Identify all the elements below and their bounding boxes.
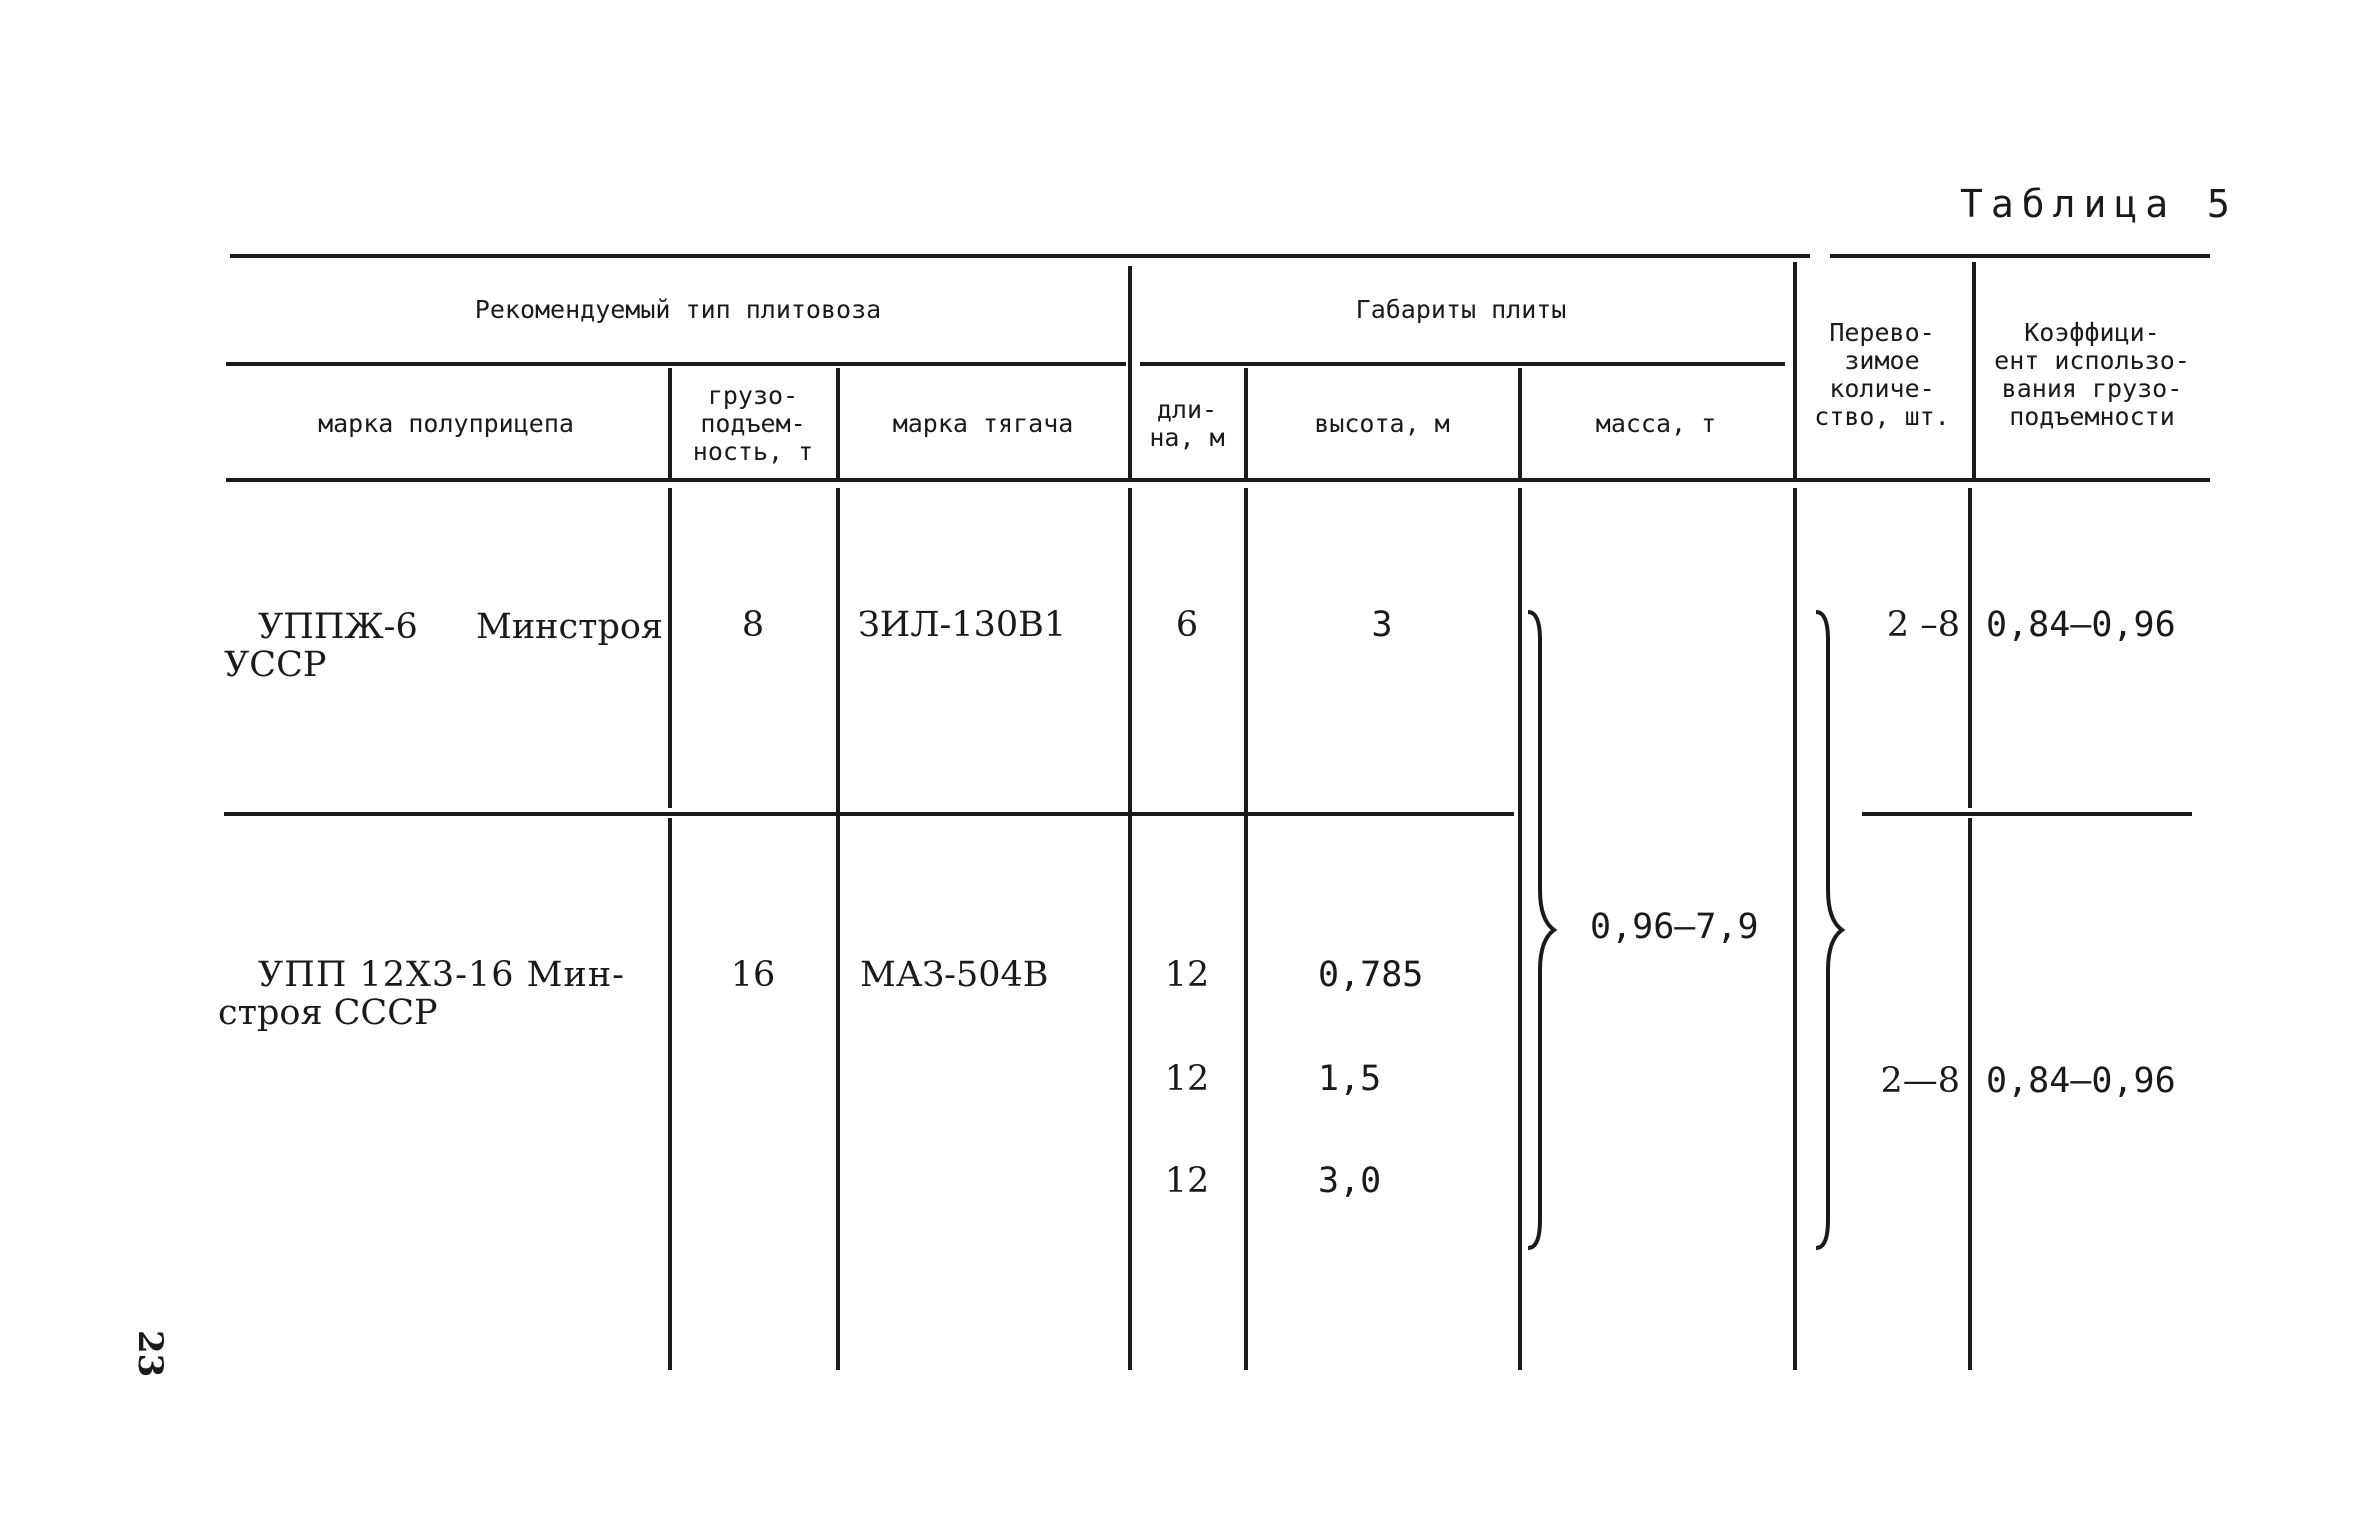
row1-height: 3 <box>1371 605 1393 645</box>
row-divider-left <box>224 812 1514 816</box>
group-rule-left <box>226 362 1126 366</box>
header-mass: масса, т <box>1595 409 1717 438</box>
row2-coefficient: 0,84—0,96 <box>1986 1061 2176 1101</box>
row1-quantity: 2 –8 <box>1886 605 1960 645</box>
row2-tractor: МАЗ-504В <box>860 955 1049 995</box>
col-rule-cap-tractor <box>836 488 840 1370</box>
row2-capacity: 16 <box>730 955 776 995</box>
mass-range: 0,96—7,9 <box>1590 907 1759 947</box>
mass-left-brace <box>1520 600 1560 1260</box>
row1-trailer-line1b: Минстроя <box>476 607 664 647</box>
row2-height-1: 0,785 <box>1318 955 1424 995</box>
header-coefficient: Коэффици- ент использо- вания грузо- подъемности <box>1994 318 2190 431</box>
header-quantity: Перево- зимое количе- ство, шт. <box>1814 318 1950 431</box>
row2-length-1: 12 <box>1164 955 1210 995</box>
col-rule-trailer-cap-2 <box>668 818 672 1370</box>
header-slab-dimensions: Габариты плиты <box>1355 295 1567 324</box>
row2-quantity: 2—8 <box>1880 1061 1960 1101</box>
row2-trailer-line1: УПП 12Х3-16 Мин- <box>258 955 625 995</box>
row2-height-3: 3,0 <box>1318 1161 1382 1201</box>
row2-height-2: 1,5 <box>1318 1059 1382 1099</box>
page-number: 23 <box>130 1330 170 1378</box>
header-recommended-type: Рекомендуемый тип плитовоза <box>474 295 882 324</box>
col-rule-trailer-cap <box>668 488 672 808</box>
header-height: высота, м <box>1314 409 1450 438</box>
header-trailer: марка полуприцепа <box>318 409 574 438</box>
group-rule-right <box>1140 362 1785 366</box>
row2-length-3: 12 <box>1164 1161 1210 1201</box>
col-rule-qty-coef-2 <box>1968 818 1972 1370</box>
row2-trailer-line2: строя СССР <box>218 993 438 1033</box>
row1-trailer-line1: УППЖ-6 <box>258 607 418 647</box>
row1-trailer-line2: УССР <box>224 645 327 685</box>
col-rule-type-dims-hdr <box>1128 266 1132 368</box>
top-rule <box>230 254 1810 258</box>
header-bottom-rule <box>226 478 2210 482</box>
header-tractor: марка тягача <box>892 409 1074 438</box>
top-rule-right <box>1830 254 2210 258</box>
row1-tractor: ЗИЛ-130В1 <box>858 605 1067 645</box>
col-rule-qty-coef <box>1968 488 1972 808</box>
header-length: дли- на, м <box>1149 395 1225 452</box>
row1-capacity: 8 <box>741 605 765 645</box>
row1-length: 6 <box>1175 605 1199 645</box>
row-divider-right <box>1862 812 2192 816</box>
row1-coefficient: 0,84—0,96 <box>1986 605 2176 645</box>
row2-length-2: 12 <box>1164 1059 1210 1099</box>
table-title: Таблица 5 <box>1960 182 2238 226</box>
quantity-left-brace <box>1808 600 1848 1260</box>
col-rule-mass-qty <box>1793 488 1797 1370</box>
header-capacity: грузо- подъем- ность, т <box>692 381 814 466</box>
